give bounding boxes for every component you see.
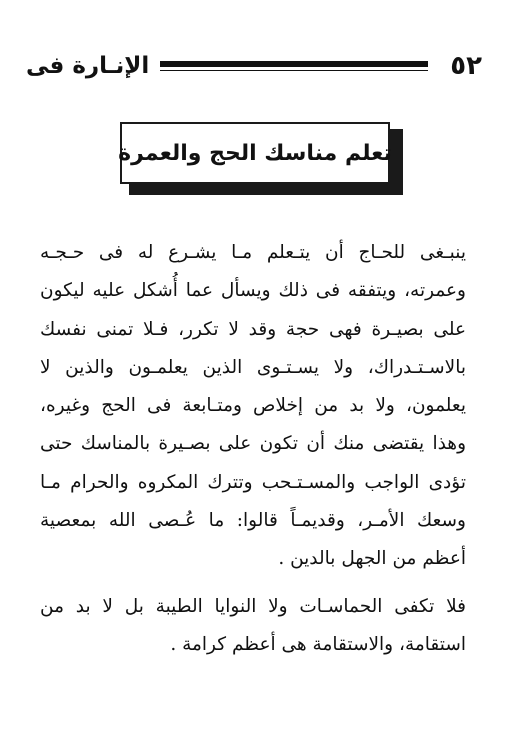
paragraph-2 [40, 588, 466, 665]
header-rule [160, 61, 428, 67]
paragraph-line: وهذا يقتضى منك أن تكون على بصـيرة بالمناسك حتى [40, 433, 466, 455]
paragraph-line: استقامة، والاستقامة هى أعظم كرامة . [170, 634, 466, 656]
paragraph-line: تؤدى الواجب والمسـتـحب وتترك المكروه والحرام مـا [40, 471, 466, 493]
running-book-title: الإنـارة فى [26, 53, 150, 79]
paragraph-line: على بصيـرة فهى حجة وقد لا تكرر، فـلا تمنى نفسك [40, 318, 466, 340]
paragraph-line: وسعك الأمـر، وقديمـاً قالوا: ما عُـصى الله بمعصية [40, 510, 466, 532]
running-header [20, 48, 490, 84]
chapter-title-box [120, 122, 390, 184]
page-number: ٥٢ [450, 51, 482, 81]
paragraph-1 [40, 234, 466, 579]
paragraph-line: يعلمون، ولا بد من إخلاص ومتـابعة فى الحج وغيره، [40, 395, 466, 417]
paragraph-line: وعمرته، ويتفقه فى ذلك ويسأل عما أُشكل عليه ليكون [40, 280, 466, 302]
paragraph-line: ينبـغى للحـاج أن يتـعلم مـا يشـرع له فى حـجـه [40, 242, 466, 263]
paragraph-line: فلا تكفى الحماسـات ولا النوايا الطيبة بل لا بد من [40, 596, 466, 617]
paragraph-line: بالاسـتـدراك، ولا يسـتـوى الذين يعلمـون والذين لا [40, 356, 466, 378]
paragraph-line: أعظم من الجهل بالدين . [278, 548, 466, 570]
chapter-title: تعلم مناسك الحج والعمرة [118, 140, 392, 166]
